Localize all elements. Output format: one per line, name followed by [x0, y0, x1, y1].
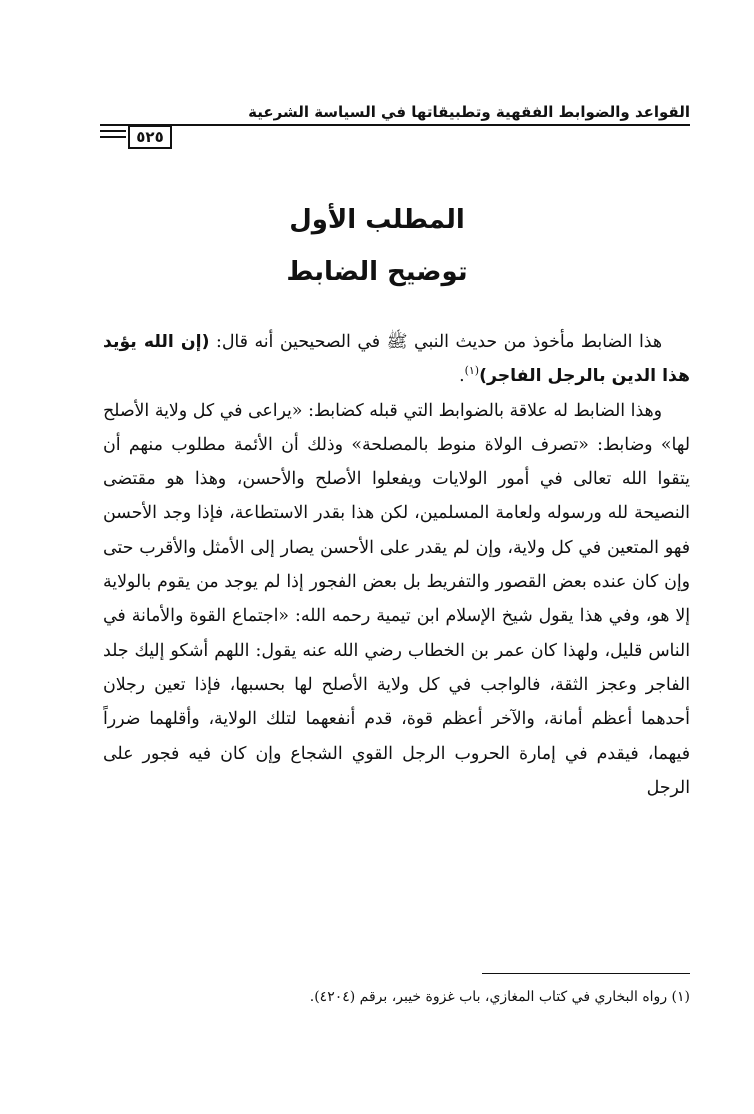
hadith-quote: (إن الله يؤيد هذا الدين بالرجل الفاجر) [103, 332, 690, 387]
page-number: ٥٢٥ [128, 125, 172, 149]
body-text [103, 325, 690, 805]
header-ornament-bar [100, 136, 126, 138]
footnote-reference[interactable]: (١) [464, 364, 480, 378]
running-header: القواعد والضوابط الفقهية وتطبيقاتها في السياسة الشرعية [248, 103, 690, 121]
header-ornament-bar [100, 130, 126, 132]
paragraph-text: هذا الضابط مأخوذ من حديث النبي ﷺ في الصحيحين أنه قال: [209, 332, 662, 352]
paragraph: وهذا الضابط له علاقة بالضوابط التي قبله كضابط: «يراعى في كل ولاية الأصلح لها» وضابط: «تصرف الولاة منوط بالمصلحة» وذلك أن الأئمة مطلوب منهم أن يتقوا الله تعالى في أمور الولايات ويفعلوا الأصلح والأحسن، وهذا هو مقتضى النصيحة لله ورسوله ولعامة المسلمين، لكن هذا بقدر الاستطاعة، فإذا وجد الأحسن فهو المتعين في كل ولاية، وإن لم يقدر على الأحسن يصار إلى الأمثل والأقرب حتى وإن كان عنده بعض القصور والتفريط بل بعض الفجور إذا لم يوجد من يقوم بالولاية إلا هو، وفي هذا يقول شيخ الإسلام ابن تيمية رحمه الله: «اجتماع القوة والأمانة في الناس قليل، ولهذا كان عمر بن الخطاب رضي الله عنه يقول: اللهم أشكو إليك جلد الفاجر وعجز الثقة، فالواجب في كل ولاية الأصلح لها بحسبها، فإذا تعين رجلان أحدهما أعظم أمانة، والآخر أعظم قوة، قدم أنفعهما لتلك الولاية، وأقلهما ضرراً فيهما، فيقدم في إمارة الحروب الرجل القوي الشجاع وإن كان فيه فجور على الرجل [103, 400, 690, 798]
paragraph-end: . [459, 366, 465, 387]
header-rule [100, 124, 690, 126]
footnote-rule [482, 973, 690, 974]
section-subtitle: توضيح الضابط [286, 257, 468, 287]
paragraph [103, 325, 690, 394]
section-title: المطلب الأول [289, 205, 465, 235]
footnote: (١) رواه البخاري في كتاب المغازي، باب غزوة خيبر، برقم (٤٢٠٤). [309, 989, 690, 1005]
